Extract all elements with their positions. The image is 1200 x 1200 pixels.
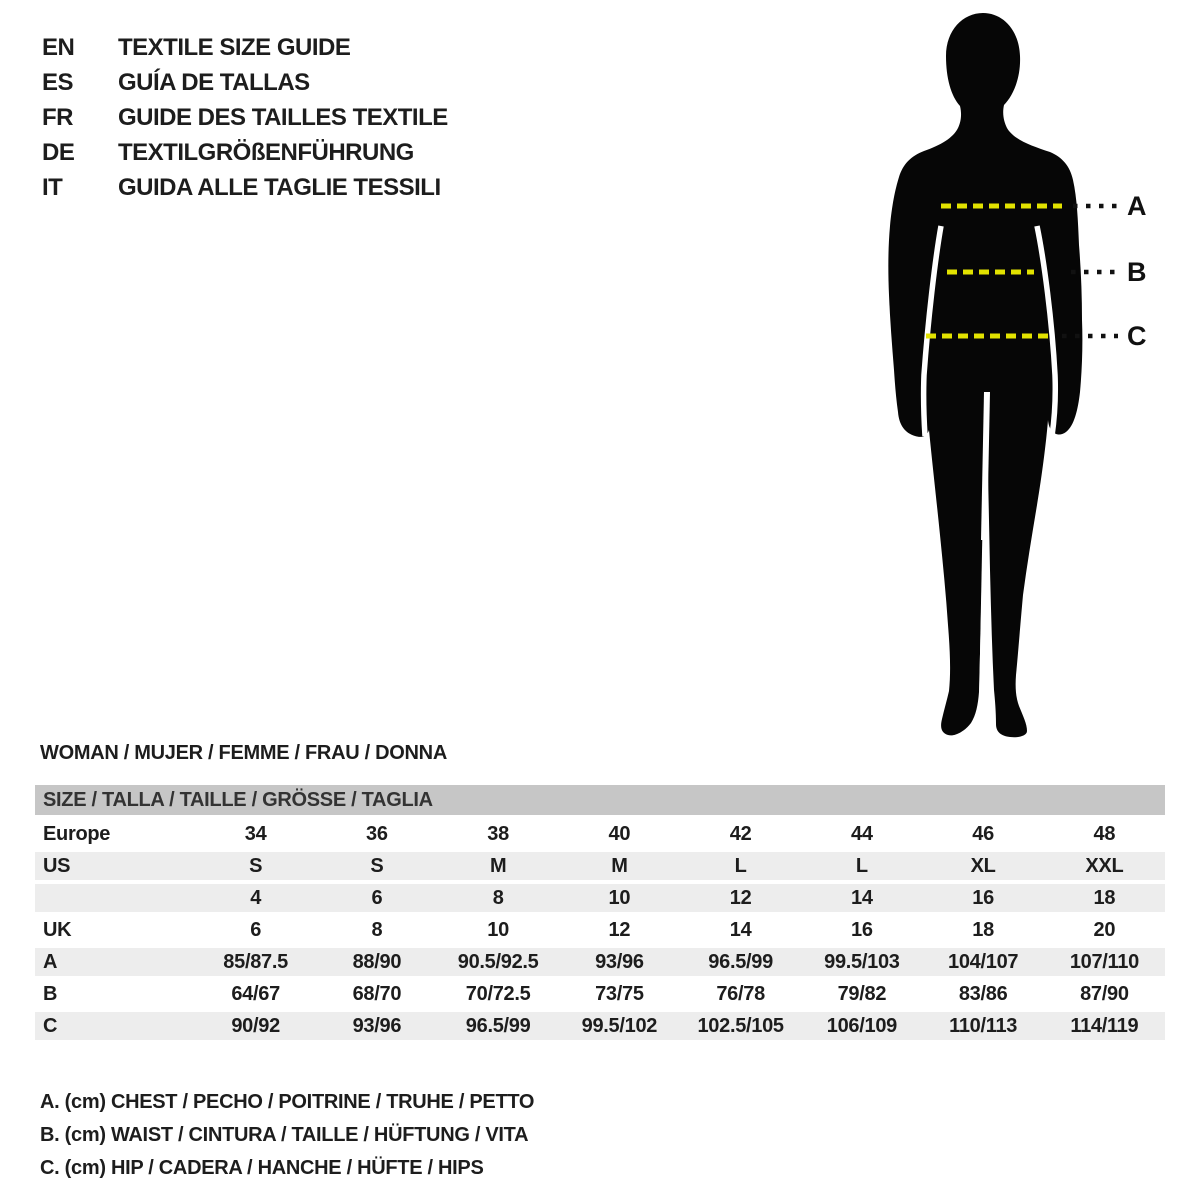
size-cell: XXL bbox=[1085, 855, 1124, 877]
size-cell: 96.5/99 bbox=[708, 951, 773, 973]
size-cell: 88/90 bbox=[352, 951, 402, 973]
language-row bbox=[42, 100, 448, 135]
language-list bbox=[42, 30, 448, 205]
table-row bbox=[35, 852, 1165, 880]
size-cell: 102.5/105 bbox=[697, 1015, 784, 1037]
size-cell: 16 bbox=[972, 887, 994, 909]
size-table-rows bbox=[35, 820, 1165, 1040]
legend-line-chest: A. (cm) CHEST / PECHO / POITRINE / TRUHE / PETTO bbox=[40, 1091, 535, 1113]
table-row bbox=[35, 884, 1165, 912]
size-cell: 10 bbox=[487, 919, 509, 941]
size-cell: 87/90 bbox=[1080, 983, 1129, 1005]
language-code: EN bbox=[42, 33, 75, 61]
row-label: A bbox=[43, 951, 58, 973]
size-cell: 79/82 bbox=[837, 983, 887, 1005]
language-title: GUÍA DE TALLAS bbox=[118, 68, 310, 96]
size-cell: 42 bbox=[729, 823, 752, 845]
size-cell: 68/70 bbox=[352, 983, 402, 1005]
leg-gap bbox=[984, 392, 987, 540]
language-title: TEXTILE SIZE GUIDE bbox=[118, 33, 351, 61]
size-cell: 8 bbox=[371, 919, 383, 941]
language-code: DE bbox=[42, 138, 75, 166]
size-cell: 90.5/92.5 bbox=[457, 951, 539, 973]
size-cell: 106/109 bbox=[826, 1015, 897, 1037]
size-cell: 114/119 bbox=[1070, 1015, 1139, 1037]
language-code: ES bbox=[42, 68, 74, 96]
row-label: Europe bbox=[43, 823, 111, 845]
size-cell: M bbox=[611, 855, 628, 877]
size-cell: 6 bbox=[371, 887, 383, 909]
size-cell: 14 bbox=[851, 887, 873, 909]
size-cell: 107/110 bbox=[1069, 951, 1139, 973]
row-label: C bbox=[43, 1015, 58, 1037]
legend-line-hip: C. (cm) HIP / CADERA / HANCHE / HÜFTE / HIPS bbox=[40, 1157, 484, 1179]
size-cell: 46 bbox=[972, 823, 994, 845]
table-row bbox=[35, 820, 1165, 848]
section-title: WOMAN / MUJER / FEMME / FRAU / DONNA bbox=[40, 742, 447, 764]
table-row bbox=[35, 916, 1165, 944]
row-label: US bbox=[43, 855, 71, 877]
language-row bbox=[42, 135, 448, 170]
legend bbox=[40, 1086, 534, 1185]
size-cell: 99.5/102 bbox=[581, 1015, 658, 1037]
figure-panel bbox=[860, 0, 1200, 760]
language-title: GUIDE DES TAILLES TEXTILE bbox=[118, 103, 448, 131]
size-cell: 104/107 bbox=[948, 951, 1019, 973]
language-title: TEXTILGRÖßENFÜHRUNG bbox=[118, 138, 414, 166]
size-cell: L bbox=[855, 855, 868, 877]
marker-label-b: B bbox=[1127, 257, 1147, 287]
size-cell: S bbox=[370, 855, 384, 877]
language-code: IT bbox=[42, 173, 63, 201]
size-cell: 110/113 bbox=[949, 1015, 1018, 1037]
row-label bbox=[35, 884, 195, 912]
size-cell: 83/86 bbox=[958, 983, 1008, 1005]
size-cell: M bbox=[489, 855, 507, 877]
size-cell: 76/78 bbox=[716, 983, 765, 1005]
size-cell: 16 bbox=[851, 919, 873, 941]
size-cell: 40 bbox=[608, 823, 631, 845]
size-cell: 93/96 bbox=[352, 1015, 402, 1037]
language-row bbox=[42, 30, 448, 65]
size-cell: 18 bbox=[1093, 887, 1116, 909]
size-cell: 8 bbox=[492, 887, 504, 909]
size-table-header: SIZE / TALLA / TAILLE / GRÖSSE / TAGLIA bbox=[35, 785, 1165, 815]
size-cell: 90/92 bbox=[231, 1015, 280, 1037]
size-cell: 34 bbox=[244, 823, 267, 845]
size-cell: 85/87.5 bbox=[223, 951, 288, 973]
language-row bbox=[42, 65, 448, 100]
size-cell: 96.5/99 bbox=[465, 1015, 531, 1037]
size-cell: 70/72.5 bbox=[465, 983, 531, 1005]
marker-label-c: C bbox=[1127, 321, 1147, 351]
size-cell: S bbox=[249, 855, 263, 877]
size-cell: L bbox=[734, 855, 747, 877]
size-cell: 12 bbox=[729, 887, 752, 909]
table-row bbox=[35, 980, 1165, 1008]
size-cell: 12 bbox=[608, 919, 631, 941]
size-cell: 64/67 bbox=[231, 983, 280, 1005]
size-cell: 10 bbox=[608, 887, 631, 909]
size-table bbox=[35, 785, 1165, 1044]
size-cell: 38 bbox=[487, 823, 509, 845]
row-label: UK bbox=[43, 919, 72, 941]
legend-line-waist: B. (cm) WAIST / CINTURA / TAILLE / HÜFTUNG / VITA bbox=[40, 1124, 529, 1146]
size-cell: 36 bbox=[366, 823, 388, 845]
size-cell: XL bbox=[970, 855, 996, 877]
size-cell: 44 bbox=[851, 823, 873, 845]
size-cell: 73/75 bbox=[595, 983, 644, 1005]
size-cell: 93/96 bbox=[595, 951, 644, 973]
size-cell: 6 bbox=[250, 919, 262, 941]
size-cell: 4 bbox=[250, 887, 262, 909]
size-cell: 20 bbox=[1093, 919, 1116, 941]
language-row bbox=[42, 170, 448, 205]
size-cell: 18 bbox=[972, 919, 994, 941]
language-code: FR bbox=[42, 103, 73, 131]
table-row bbox=[35, 948, 1165, 976]
size-cell: 14 bbox=[729, 919, 752, 941]
size-cell: 48 bbox=[1093, 823, 1116, 845]
table-row bbox=[35, 1012, 1165, 1040]
language-title: GUIDA ALLE TAGLIE TESSILI bbox=[118, 173, 441, 201]
size-cell: 99.5/103 bbox=[824, 951, 900, 973]
row-label: B bbox=[43, 983, 58, 1005]
marker-label-a: A bbox=[1127, 191, 1147, 221]
